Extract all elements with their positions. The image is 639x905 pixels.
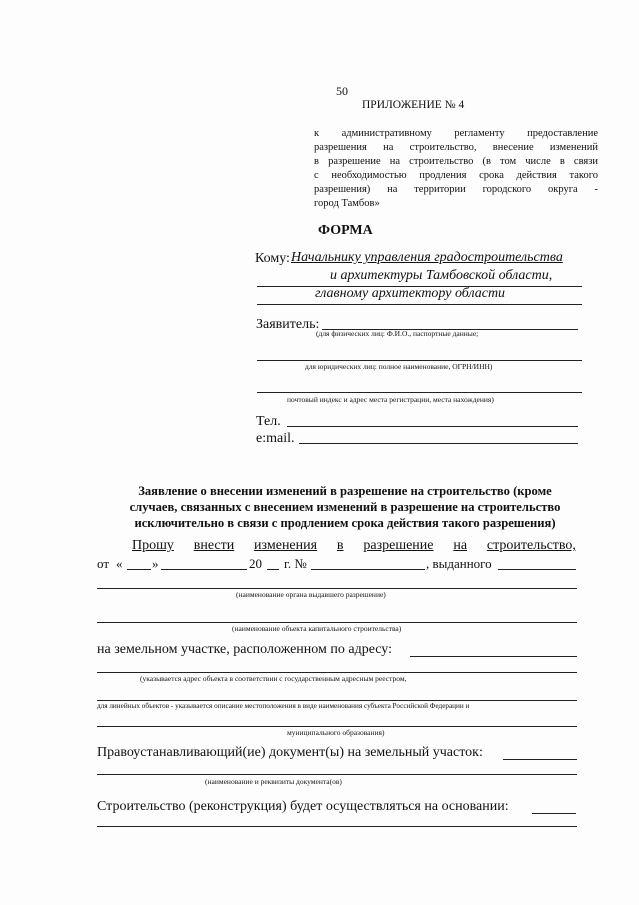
caption-address: почтовый индекс и адрес места регистрации, места нахождения) — [287, 395, 494, 404]
construction-basis-field[interactable] — [532, 813, 576, 814]
land-plot-address-field[interactable] — [410, 656, 577, 657]
issued-label: , выданного — [426, 556, 492, 571]
request-word: разрешение — [363, 538, 434, 553]
phone-field[interactable] — [287, 426, 578, 427]
caption-linear: для линейных объектов - указывается описание местоположения в виде наименования субъекта Российской Федерации и — [97, 702, 470, 710]
applicant-address-field[interactable] — [257, 392, 582, 393]
request-word: изменения — [254, 538, 318, 553]
addressee-underline — [257, 304, 582, 305]
addressee-label: Кому: — [255, 251, 290, 266]
appendix-line: к административному регламенту предоставление — [314, 128, 598, 139]
caption-legal: для юридических лиц: полное наименование, ОГРН/ИНН) — [305, 362, 493, 371]
linear-object-field[interactable] — [97, 700, 577, 701]
request-word: внести — [193, 538, 235, 553]
permit-number-field[interactable] — [311, 569, 425, 570]
addressee-line: Начальнику управления градостроительства — [291, 250, 563, 265]
caption-object: (наименование объекта капитального строительства) — [232, 624, 402, 633]
year-field[interactable] — [267, 569, 279, 570]
land-plot-address-field-2[interactable] — [97, 672, 577, 673]
request-word: на — [453, 538, 468, 553]
appendix-line: разрешения на строительство, внесение изменений — [314, 142, 598, 153]
request-line — [132, 538, 576, 554]
title-docs-label: Правоустанавливающий(ие) документ(ы) на земельный участок: — [97, 745, 483, 760]
request-word: строительство, — [486, 538, 576, 553]
page-number: 50 — [336, 84, 348, 98]
caption-issuer: (наименование органа выдавшего разрешение) — [236, 590, 386, 599]
heading-line: случаев, связанных с внесением изменений в разрешение на строительство — [129, 500, 561, 514]
construction-basis-field-2[interactable] — [97, 826, 577, 827]
caption-address-registry: (указывается адрес объекта в соответствии с государственным адресным реестром, — [140, 674, 407, 683]
title-docs-field[interactable] — [503, 759, 577, 760]
year-prefix: 20 — [249, 556, 262, 571]
heading-line: исключительно в связи с продлением срока действия такого разрешения) — [134, 516, 556, 530]
addressee-line: и архитектуры Тамбовской области, — [330, 268, 553, 283]
object-name-field[interactable] — [97, 622, 577, 623]
date-open-quote: « — [116, 556, 123, 571]
applicant-details-field[interactable] — [257, 360, 582, 361]
construction-basis-label: Строительство (реконструкция) будет осуществляться на основании: — [97, 799, 509, 814]
request-word: в — [336, 538, 344, 553]
caption-municipal: муниципального образования) — [287, 728, 385, 737]
appendix-line: город Тамбов» — [314, 198, 380, 209]
title-docs-field-2[interactable] — [97, 774, 577, 775]
issuer-field[interactable] — [97, 588, 577, 589]
date-from-label: от — [97, 556, 110, 571]
appendix-line: с необходимостью продления срока действия такого — [314, 170, 598, 181]
appendix-line: в разрешение на строительство (в том числе в связи — [314, 156, 598, 167]
month-field[interactable] — [161, 569, 247, 570]
form-label: ФОРМА — [318, 223, 373, 238]
applicant-label: Заявитель: — [256, 317, 320, 332]
email-label: e:mail. — [256, 431, 295, 446]
addressee-line: главному архитектору области — [315, 286, 506, 301]
number-label: г. № — [284, 556, 307, 571]
appendix-title: ПРИЛОЖЕНИЕ № 4 — [362, 99, 465, 111]
day-field[interactable] — [127, 569, 151, 570]
issued-continue-field[interactable] — [498, 569, 576, 570]
municipal-field[interactable] — [97, 726, 577, 727]
caption-docs: (наименование и реквизиты документа(ов) — [205, 777, 342, 786]
email-field[interactable] — [299, 443, 578, 444]
appendix-text — [314, 127, 598, 211]
land-plot-label: на земельном участке, расположенном по адресу: — [97, 642, 393, 657]
caption-individual: (для физических лиц: Ф.И.О., паспортные данные; — [316, 329, 479, 338]
phone-label: Тел. — [256, 414, 281, 429]
heading-line: Заявление о внесении изменений в разрешение на строительство (кроме — [138, 484, 552, 498]
date-close-quote: » — [152, 556, 159, 571]
appendix-line: разрешения) на территории городского округа - — [314, 184, 598, 195]
request-word: Прошу — [132, 538, 174, 553]
application-heading — [96, 483, 594, 531]
